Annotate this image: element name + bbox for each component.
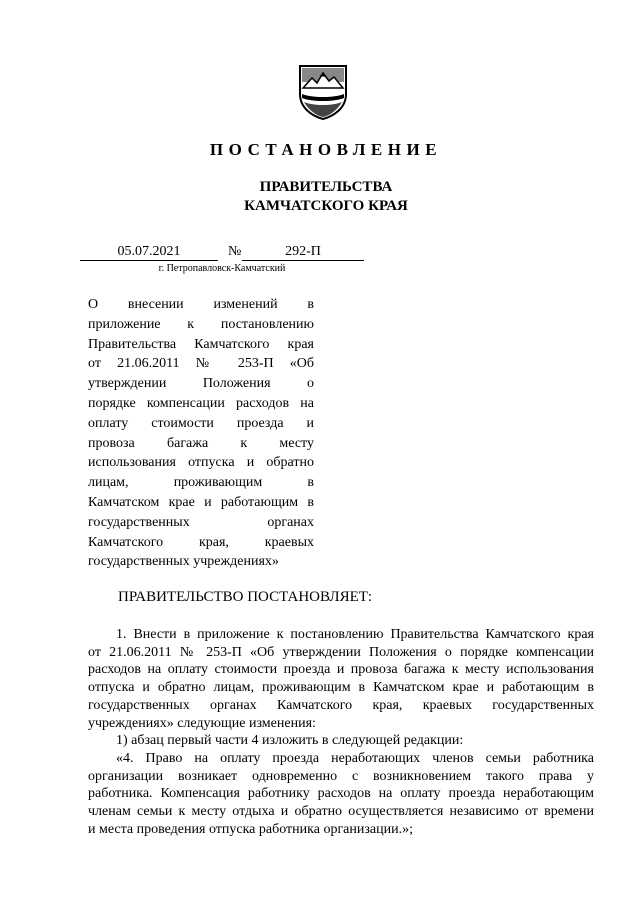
subject-line: от 21.06.2011 № 253-П «Об [88, 356, 314, 372]
subject-line: государственных органах [88, 514, 314, 530]
body-line: членам семьи к месту отдыха и обратно осуществляется независимо от времени [88, 804, 594, 820]
subject-line: государственных учреждениях» [88, 554, 279, 570]
body-line: от 21.06.2011 № 253-П «Об утверждении Положения о порядке компенсации [88, 644, 594, 660]
document-subject [88, 295, 314, 572]
body-line: учреждениях» следующие изменения: [88, 715, 316, 731]
subject-line: лицам, проживающим в [88, 475, 314, 491]
document-title: ПОСТАНОВЛЕНИЕ [209, 140, 443, 159]
body-line: организации возникает одновременно с возникновением такого права у [88, 768, 594, 784]
subject-line: О внесении изменений в [88, 297, 314, 312]
subject-line: Правительства Камчатского края [88, 336, 314, 352]
subject-line: оплату стоимости проезда и [88, 415, 314, 431]
authority-line-2: КАМЧАТСКОГО КРАЯ [244, 198, 408, 214]
body-line: отпуска и обратно лицам, проживающим в Камчатском крае и работающим в [88, 680, 594, 696]
authority-line-1: ПРАВИТЕЛЬСТВА [259, 179, 393, 195]
body-line: 1) абзац первый части 4 изложить в следующей редакции: [116, 733, 464, 749]
body-line: государственных органах Камчатского края, краевых государственных [88, 697, 594, 713]
document-body [88, 626, 594, 838]
decree-heading: ПРАВИТЕЛЬСТВО ПОСТАНОВЛЯЕТ: [118, 589, 373, 605]
subject-line: использования отпуска и обратно [88, 455, 314, 471]
body-line: работника. Компенсация работнику расходов на оплату проезда неработающим [88, 786, 594, 802]
subject-line: приложение к постановлению [88, 316, 314, 332]
body-line: «4. Право на оплату проезда неработающих членов семьи работника [116, 750, 594, 766]
document-city: г. Петропавловск-Камчатский [158, 263, 286, 274]
body-line: 1. Внести в приложение к постановлению Правительства Камчатского края [116, 627, 594, 642]
subject-line: утверждении Положения о [88, 376, 314, 392]
subject-line: провоза багажа к месту [88, 435, 314, 451]
body-line: и места проведения отпуска работника организации.»; [88, 821, 413, 837]
subject-line: порядке компенсации расходов на [88, 395, 314, 411]
kamchatka-coat-of-arms-icon [298, 64, 348, 120]
subject-line: Камчатском крае и работающим в [88, 494, 314, 510]
document-number: 292-П [242, 243, 364, 261]
subject-line: Камчатского края, краевых [88, 534, 314, 550]
issuing-authority [0, 178, 640, 216]
body-line: расходов на оплату стоимости проезда и провоза багажа к месту использования [88, 662, 594, 678]
number-sign: № [228, 244, 242, 259]
document-date: 05.07.2021 [80, 243, 218, 261]
